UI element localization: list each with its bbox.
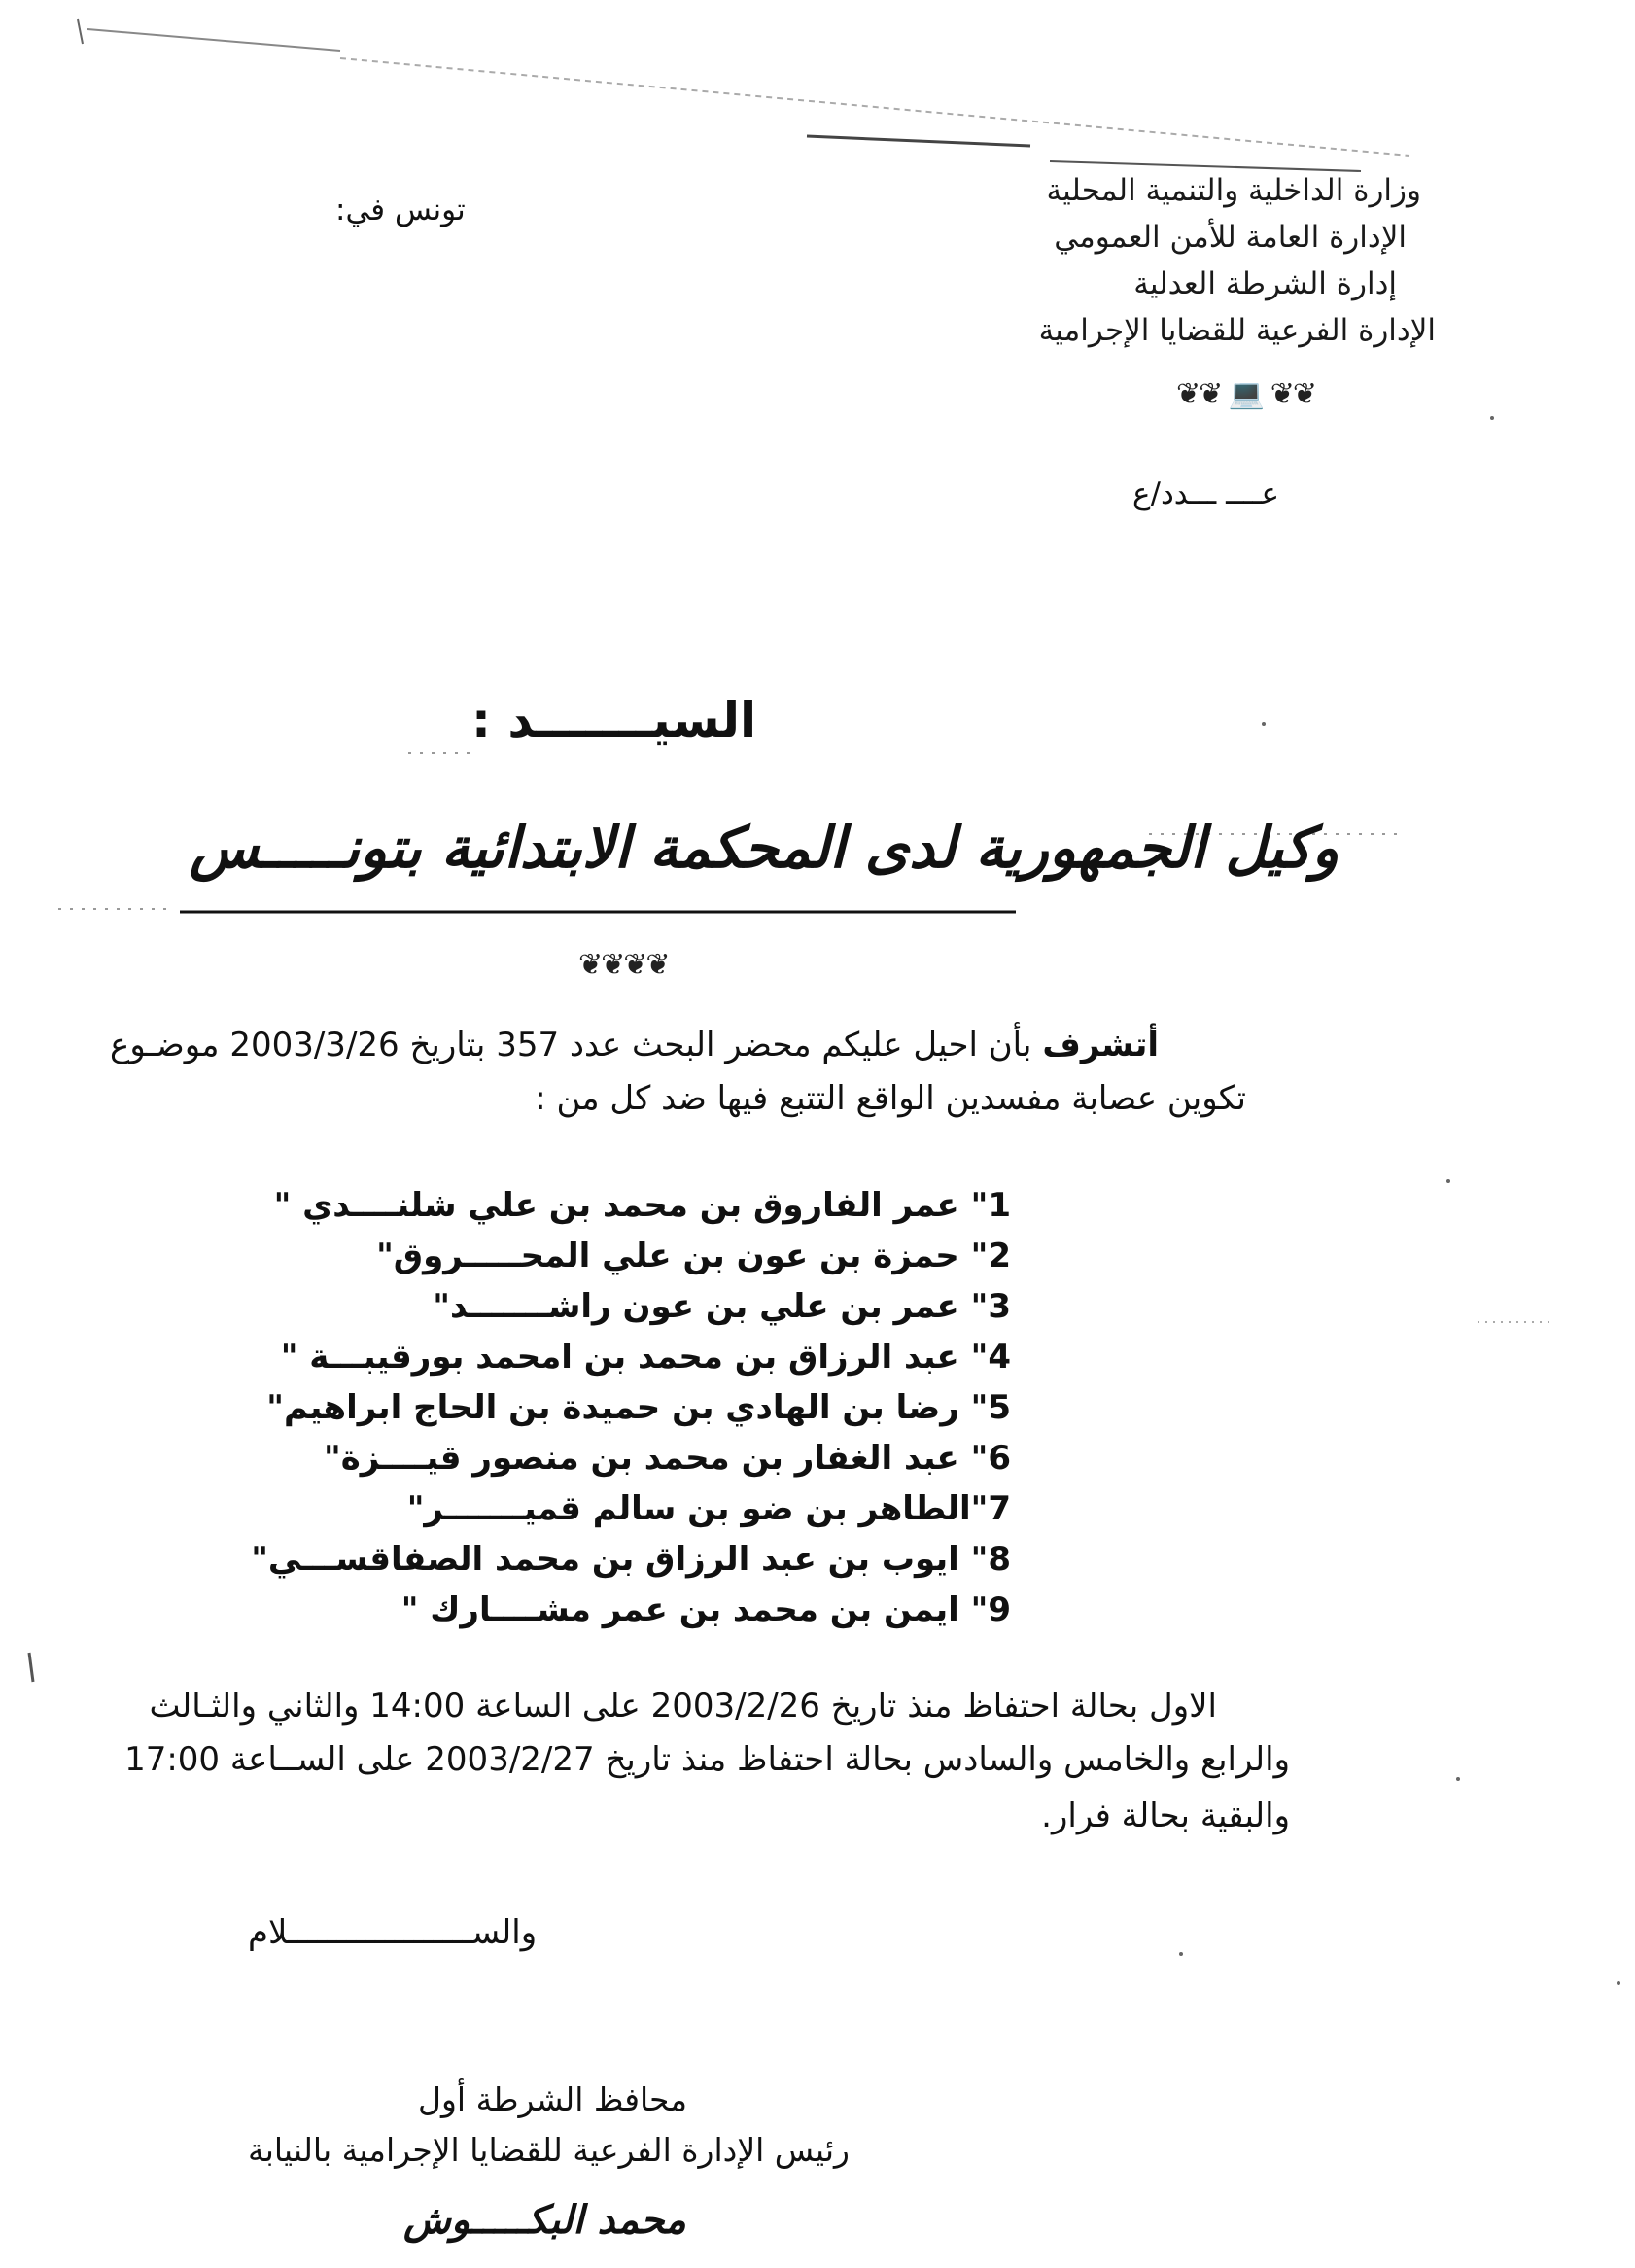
list-item: 3" عمر بن علي بن عون راشـــــــد"	[433, 1287, 1011, 1326]
status-line-1: الاول بحالة احتفاظ منذ تاريخ 2003/2/26 على الساعة 14:00 والثاني والثـالث	[149, 1687, 1217, 1726]
list-item: 6" عبد الغفار بن محمد بن منصور قيــــزة"	[323, 1439, 1011, 1478]
directorate-line: إدارة الشرطة العدلية	[1133, 266, 1397, 301]
intro-bold: أتشرف	[1042, 1026, 1159, 1064]
list-item: 9" ايمن بن محمد بن عمر مشــــارك "	[400, 1590, 1011, 1629]
addressee-title: السيـــــــد :	[471, 692, 757, 749]
closing-salutation: والســـــــــــــــــــلام	[248, 1913, 538, 1952]
signature-role: رئيس الإدارة الفرعية للقضايا الإجرامية بالنيابة	[248, 2131, 850, 2169]
signature-rank: محافظ الشرطة أول	[418, 2080, 688, 2118]
list-item: 4" عبد الرزاق بن محمد بن امحمد بورقيبـــة "	[280, 1338, 1011, 1377]
status-line-2: والرابع والخامس والسادس بحالة احتفاظ منذ تاريخ 2003/2/27 على الســاعة 17:00	[124, 1740, 1290, 1779]
list-item: 7"الطاهر بن ضو بن سالم قميـــــــر"	[406, 1489, 1011, 1528]
addressee-ornament-icon: ❦❦❦❦	[578, 948, 669, 982]
list-item: 5" رضا بن الهادي بن حميدة بن الحاج ابراهيم"	[266, 1388, 1011, 1427]
signature-name: محمد البكـــــوش	[403, 2197, 686, 2243]
place-date-label: تونس في:	[335, 192, 466, 227]
general-directorate-line: الإدارة العامة للأمن العمومي	[1054, 220, 1407, 255]
list-item: 2" حمزة بن عون بن علي المحـــــروق"	[376, 1237, 1011, 1275]
reference-number: عــــ ـــدد/ع	[1132, 476, 1279, 511]
intro-line-2: تكوين عصابة مفسدين الواقع التتبع فيها ضد كل من :	[535, 1079, 1246, 1118]
header-ornament-icon: ❦❦ 💻 ❦❦	[1176, 377, 1315, 411]
intro-text: بأن احيل عليكم محضر البحث عدد 357 بتاريخ 2003/3/26 موضـوع	[110, 1026, 1032, 1064]
ministry-line: وزارة الداخلية والتنمية المحلية	[1046, 173, 1421, 208]
intro-line-1	[110, 1026, 1159, 1064]
accused-list	[253, 1186, 1011, 1692]
status-line-3: والبقية بحالة فرار.	[1041, 1797, 1290, 1835]
list-item: 1" عمر الفاروق بن محمد بن علي شلنــــدي "	[273, 1186, 1011, 1225]
list-item: 8" ايوب بن عبد الرزاق بن محمد الصفاقســـي"	[251, 1540, 1011, 1579]
addressee-name: وكيل الجمهورية لدى المحكمة الابتدائية بتونـــــس	[190, 815, 1339, 881]
sub-directorate-line: الإدارة الفرعية للقضايا الإجرامية	[1038, 313, 1436, 348]
